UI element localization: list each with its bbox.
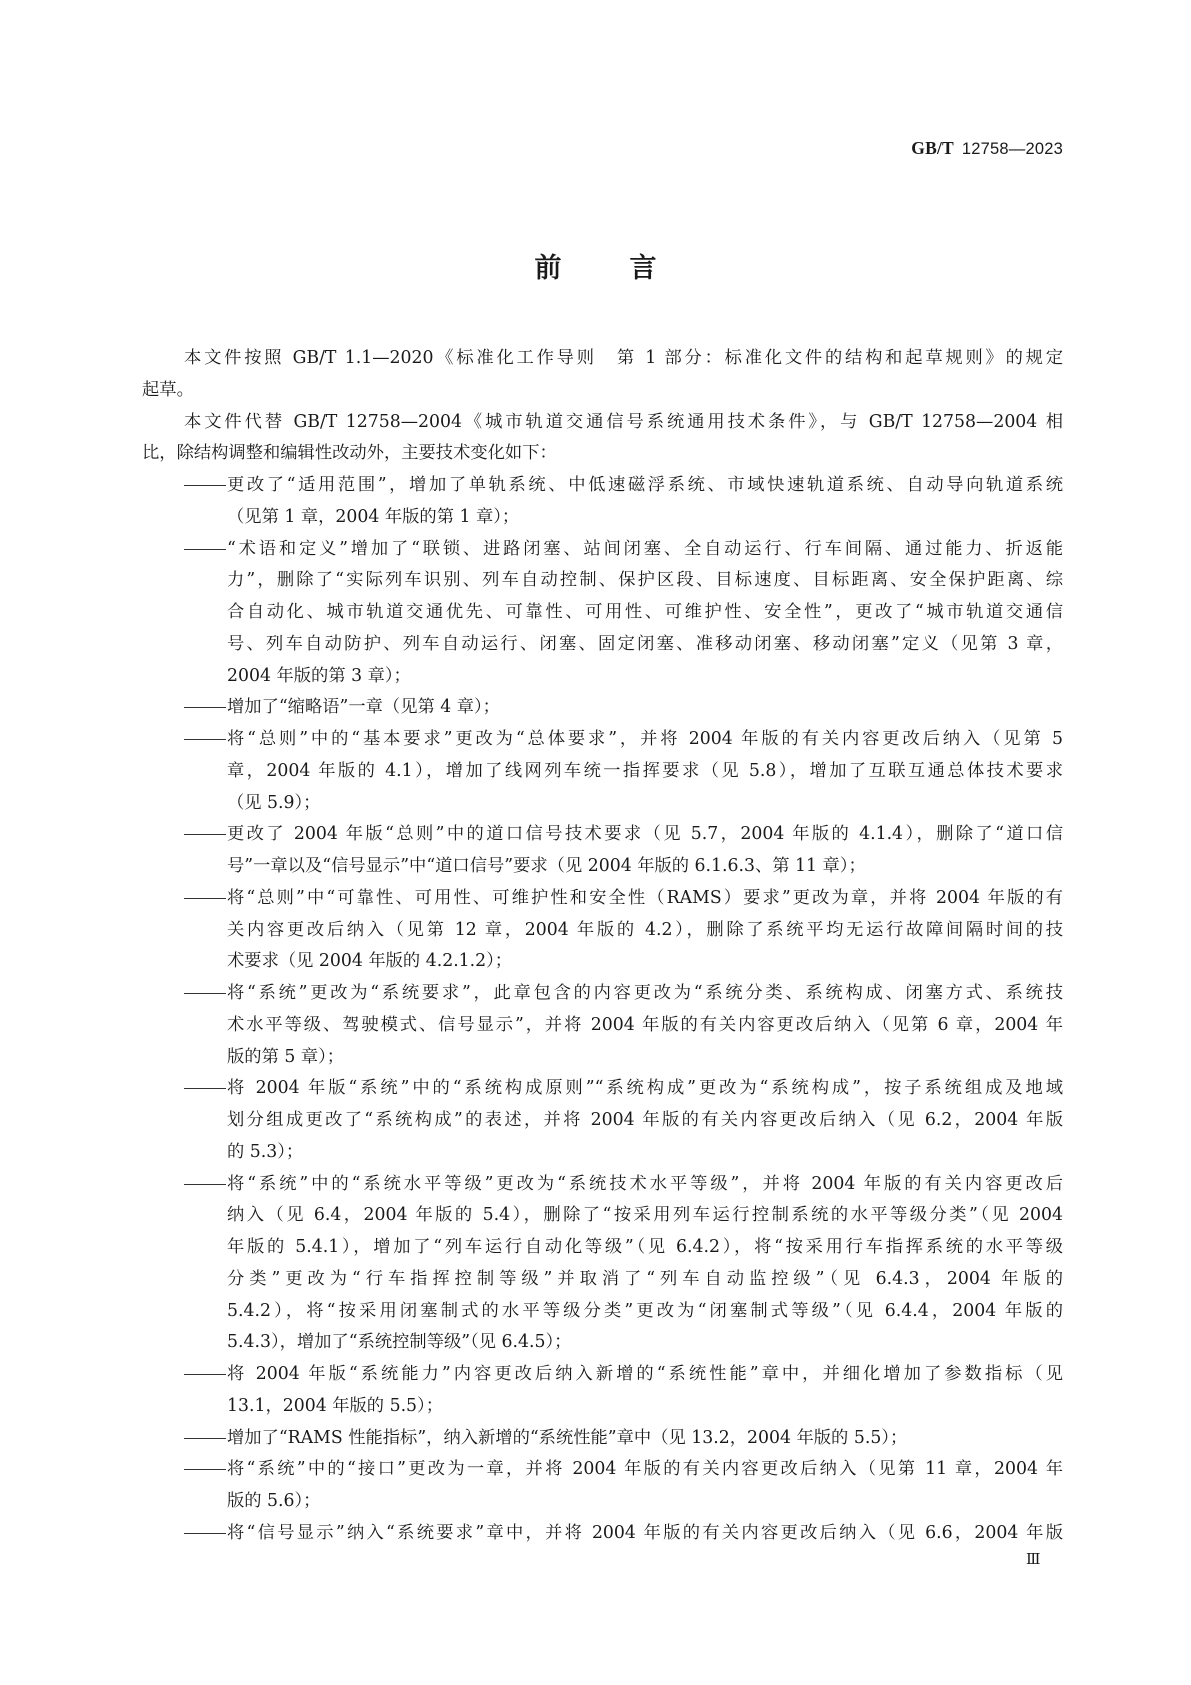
text-line: 号、列车自动防护、列车自动运行、闭塞、固定闭塞、准移动闭塞、移动闭塞”定义（见第 3 章， xyxy=(227,633,1063,654)
em-dash-bullet-icon xyxy=(184,536,227,562)
text-line: 术水平等级、驾驶模式、信号显示”，并将 2004 年版的有关内容更改后纳入（见第 6 章，2004 年 xyxy=(227,1014,1063,1035)
text-line: 号”一章以及“信号显示”中“道口信号”要求（见 2004 年版的 6.1.6.3、第 11 章）； xyxy=(227,856,866,876)
text-line: 2004 年版的第 3 章）； xyxy=(227,665,411,686)
list-item xyxy=(142,1171,1063,1362)
text-line: 关内容更改后纳入（见第 12 章，2004 年版的 4.2），删除了系统平均无运行故障间隔时间的技 xyxy=(227,919,1063,940)
text-line: 的 5.3）； xyxy=(227,1141,304,1162)
em-dash-bullet-icon xyxy=(184,1075,227,1101)
text-line: 分类”更改为“行车指挥控制等级”并取消了“列车自动监控级”（见 6.4.3，2004 年版的 xyxy=(227,1268,1063,1289)
standard-header xyxy=(911,138,1063,159)
text-line: 起草。 xyxy=(142,379,194,400)
text-line: 比，除结构调整和编辑性改动外，主要技术变化如下： xyxy=(142,443,557,464)
list-item xyxy=(142,980,1063,1075)
technical-changes-list xyxy=(142,472,1063,1552)
em-dash-bullet-icon xyxy=(184,885,227,911)
text-line: 更改了“适用范围”，增加了单轨系统、中低速磁浮系统、市域快速轨道系统、自动导向轨道系统 xyxy=(227,475,1063,495)
list-item xyxy=(142,821,1063,885)
text-line: 将“系统”中的“接口”更改为一章，并将 2004 年版的有关内容更改后纳入（见第 11 章，2004 年 xyxy=(227,1459,1063,1480)
list-item xyxy=(142,1456,1063,1520)
list-item xyxy=(142,726,1063,821)
page-title: 前言 xyxy=(534,253,725,284)
text-line: 5.4.2），将“按采用闭塞制式的水平等级分类”更改为“闭塞制式等级”（见 6.4.4，2004 年版的 xyxy=(227,1300,1063,1321)
text-line: （见 5.9）； xyxy=(227,792,321,813)
text-line: （见第 1 章，2004 年版的第 1 章）； xyxy=(227,506,520,527)
text-line: 年版的 5.4.1），增加了“列车运行自动化等级”（见 6.4.2），将“按采用行车指挥系统的水平等级 xyxy=(227,1237,1063,1257)
text-line: 术要求（见 2004 年版的 4.2.1.2）； xyxy=(227,951,513,972)
text-line: 增加了“缩略语”一章（见第 4 章）； xyxy=(227,697,500,718)
text-line: 将“系统”中的“系统水平等级”更改为“系统技术水平等级”，并将 2004 年版的有关内容更改后 xyxy=(227,1173,1063,1194)
em-dash-bullet-icon xyxy=(184,1456,227,1482)
text-line: 将“系统”更改为“系统要求”，此章包含的内容更改为“系统分类、系统构成、闭塞方式、系统技 xyxy=(227,983,1063,1003)
em-dash-bullet-icon xyxy=(184,726,227,752)
list-item xyxy=(142,885,1063,980)
em-dash-bullet-icon xyxy=(184,821,227,847)
em-dash-bullet-icon xyxy=(184,1425,227,1451)
text-line: 13.1，2004 年版的 5.5）； xyxy=(227,1395,443,1416)
em-dash-bullet-icon xyxy=(184,1361,227,1387)
text-line: 版的 5.6）； xyxy=(227,1491,321,1511)
text-line: 5.4.3），增加了“系统控制等级”（见 6.4.5）； xyxy=(227,1332,572,1353)
text-line: 章，2004 年版的 4.1），增加了线网列车统一指挥要求（见 5.8），增加了互联互通总体技术要求 xyxy=(227,760,1063,781)
text-line: 增加了“RAMS 性能指标”，纳入新增的“系统性能”章中（见 13.2，2004 年版的 5.5）； xyxy=(227,1427,908,1448)
paragraph-replacement-note xyxy=(142,409,1063,473)
paragraph-drafting-basis xyxy=(142,345,1063,409)
em-dash-bullet-icon xyxy=(184,694,227,720)
text-line: 将“信号显示”纳入“系统要求”章中，并将 2004 年版的有关内容更改后纳入（见 6.6，2004 年版 xyxy=(227,1522,1063,1543)
text-line: 合自动化、城市轨道交通优先、可靠性、可用性、可维护性、安全性”，更改了“城市轨道交通信 xyxy=(227,602,1063,622)
foreword-body xyxy=(142,345,1063,1552)
page-number: Ⅲ xyxy=(1026,1550,1041,1568)
list-item xyxy=(142,1361,1063,1425)
text-line: 将 2004 年版“系统”中的“系统构成原则”“系统构成”更改为“系统构成”，按子系统组成及地域 xyxy=(227,1078,1063,1099)
em-dash-bullet-icon xyxy=(184,1171,227,1197)
em-dash-bullet-icon xyxy=(184,980,227,1006)
text-line: “术语和定义”增加了“联锁、进路闭塞、站间闭塞、全自动运行、行车间隔、通过能力、折返能 xyxy=(227,538,1063,559)
em-dash-bullet-icon xyxy=(184,472,227,498)
text-line: 本文件代替 GB/T 12758—2004《城市轨道交通信号系统通用技术条件》，与 GB/T 12758—2004 相 xyxy=(184,411,1063,432)
standard-prefix: GB/T xyxy=(911,138,954,158)
standard-number: 12758—2023 xyxy=(961,140,1063,158)
text-line: 力”，删除了“实际列车识别、列车自动控制、保护区段、目标速度、目标距离、安全保护距离、综 xyxy=(227,570,1063,591)
text-line: 将 2004 年版“系统能力”内容更改后纳入新增的“系统性能”章中，并细化增加了参数指标（见 xyxy=(227,1364,1063,1384)
list-item xyxy=(142,472,1063,536)
text-line: 本文件按照 GB/T 1.1—2020《标准化工作导则 第 1 部分：标准化文件的结构和起草规则》的规定 xyxy=(184,348,1063,368)
text-line: 纳入（见 6.4，2004 年版的 5.4），删除了“按采用列车运行控制系统的水平等级分类”（见 2004 xyxy=(227,1205,1063,1226)
text-line: 划分组成更改了“系统构成”的表述，并将 2004 年版的有关内容更改后纳入（见 6.2，2004 年版 xyxy=(227,1110,1063,1130)
text-line: 更改了 2004 年版“总则”中的道口信号技术要求（见 5.7，2004 年版的 4.1.4），删除了“道口信 xyxy=(227,824,1063,845)
list-item xyxy=(142,1425,1063,1457)
text-line: 版的第 5 章）； xyxy=(227,1046,345,1067)
text-line: 将“总则”中“可靠性、可用性、可维护性和安全性（RAMS）要求”更改为章，并将 2004 年版的有 xyxy=(227,887,1063,908)
text-line: 将“总则”中的“基本要求”更改为“总体要求”，并将 2004 年版的有关内容更改后纳入（见第 5 xyxy=(227,729,1063,749)
list-item xyxy=(142,1075,1063,1170)
list-item xyxy=(142,694,1063,726)
list-item xyxy=(142,536,1063,695)
em-dash-bullet-icon xyxy=(184,1520,227,1546)
list-item xyxy=(142,1520,1063,1552)
